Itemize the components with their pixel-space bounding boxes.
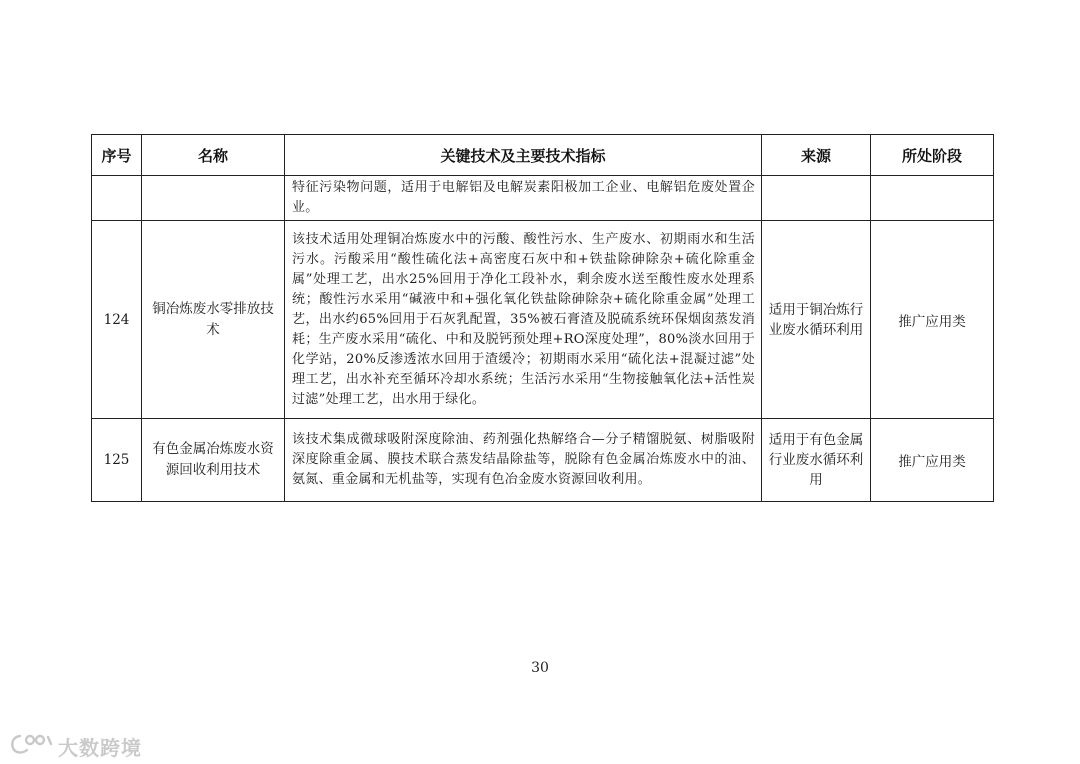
row-stage (871, 176, 994, 221)
header-source: 来源 (762, 135, 871, 176)
row-stage: 推广应用类 (871, 221, 994, 419)
row-number: 124 (92, 221, 142, 419)
table-row (92, 419, 994, 502)
page-number: 30 (531, 660, 549, 676)
row-name (142, 176, 285, 221)
row-description: 该技术集成微球吸附深度除油、药剂强化热解络合—分子精馏脱氨、树脂吸附深度除重金属、膜技术联合蒸发结晶除盐等，脱除有色金属冶炼废水中的油、氨氮、重金属和无机盐等，实现有色冶金废水资源回收利用。 (285, 419, 762, 502)
row-name: 有色金属冶炼废水资源回收利用技术 (142, 419, 285, 502)
logo-mark-icon (8, 731, 54, 761)
row-source: 适用于铜冶炼行业废水循环利用 (762, 221, 871, 419)
table-row (92, 221, 994, 419)
table-header-row (92, 135, 994, 176)
row-stage: 推广应用类 (871, 419, 994, 502)
row-description: 该技术适用处理铜冶炼废水中的污酸、酸性污水、生产废水、初期雨水和生活污水。污酸采用“酸性硫化法+高密度石灰中和+铁盐除砷除杂+硫化除重金属”处理工艺，出水25%回用于净化工段补水，剩余废水送至酸性废水处理系统；酸性污水采用“碱液中和+强化氧化铁盐除砷除杂+硫化除重金属”处理工艺，出水约65%回用于石灰乳配置，35%被石膏渣及脱硫系统环保烟囱蒸发消耗；生产废水采用“硫化、中和及脱钙预处理+RO深度处理”，80%淡水回用于化学站，20%反渗透浓水回用于渣缓冷；初期雨水采用“硫化法+混凝过滤”处理工艺，出水补充至循环冷却水系统；生活污水采用“生物接触氧化法+活性炭过滤”处理工艺，出水用于绿化。 (285, 221, 762, 419)
row-source: 适用于有色金属行业废水循环利用 (762, 419, 871, 502)
table-row (92, 176, 994, 221)
row-description: 特征污染物问题，适用于电解铝及电解炭素阳极加工企业、电解铝危废处置企业。 (285, 176, 762, 221)
header-stage: 所处阶段 (871, 135, 994, 176)
header-no: 序号 (92, 135, 142, 176)
row-number (92, 176, 142, 221)
row-source (762, 176, 871, 221)
header-name: 名称 (142, 135, 285, 176)
technology-table (91, 134, 994, 502)
header-tech: 关键技术及主要技术指标 (285, 135, 762, 176)
row-number: 125 (92, 419, 142, 502)
row-name: 铜冶炼废水零排放技术 (142, 221, 285, 419)
watermark (8, 731, 142, 761)
watermark-text: 大数跨境 (58, 735, 142, 760)
